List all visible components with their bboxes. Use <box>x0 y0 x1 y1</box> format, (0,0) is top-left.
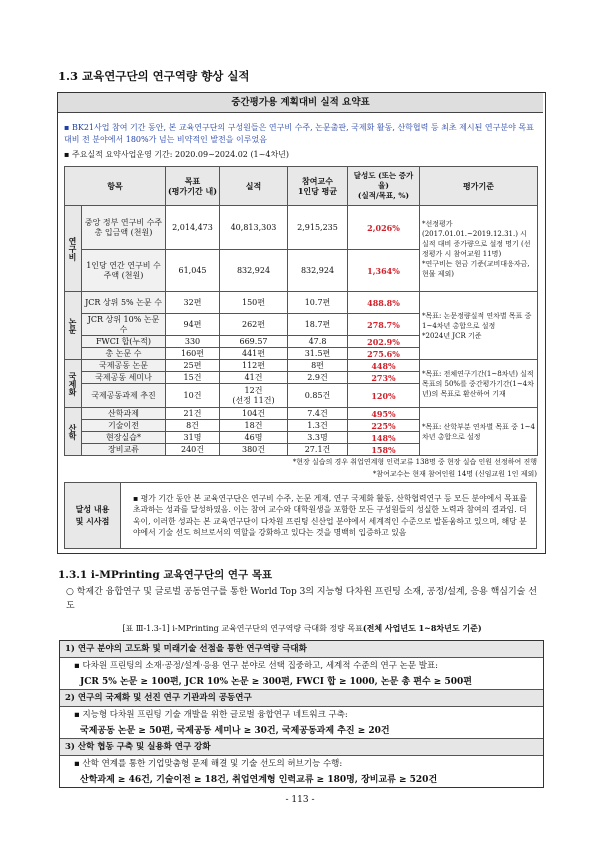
summary-title: 중간평가용 계획대비 실적 요약표 <box>58 93 543 113</box>
table-caption: [표 Ⅲ-1.3-1] i-MPrinting 교육연구단의 연구역량 극대화 정량 목표(전체 사업년도 1~8차년도 기준) <box>122 623 482 633</box>
goal-title-2: 2) 연구의 국제화 및 선진 연구 기관과의 공동연구 <box>60 690 543 707</box>
table-note-1: *현장 실습의 경우 취업연계형 인력교류 138명 중 현장 실습 인원 선정하여 진행 <box>292 458 537 466</box>
header-avg: 참여교수 1인당 평균 <box>288 167 348 206</box>
summary-bullet-2: ▪ 주요실적 요약사업운영 기간: 2020.09~2024.02 (1~4차년) <box>64 150 290 159</box>
table-row: 현장실습* 31명 46명 3.3명 148% <box>65 432 538 444</box>
table-row: 총 논문 수 160편 441편 31.5편 275.6% <box>65 348 538 360</box>
goal-metric-1: JCR 5% 논문 ≥ 100편, JCR 10% 논문 ≥ 300편, FWCI 합 ≥ 1000, 논문 총 편수 ≥ 500편 <box>60 675 543 690</box>
goal-text-1: ▪ 다차원 프린팅의 소재·공정/설계·응용 연구 분야로 선택 집중하고, 세계적 수준의 연구 논문 발표: <box>74 661 439 671</box>
page-number: - 113 - <box>285 795 315 805</box>
criteria-industry: *목표: 산학부분 연차별 목표 중 1~4차년 총합으로 설정 <box>420 408 538 456</box>
table-row: 연구비 중앙 정부 연구비 수주 총 입금액 (천원) 2,014,473 40,813,303 2,915,235 2,026% *선정평가(2017.01.01.~2019.12.31.) 시 실적 대비 증가량으로 설정 명기 (선정평가 시 참여교원 11명) *연구비는 현금 기준(교비대응자금, 현물 제외) <box>65 206 538 250</box>
goal-text-3: ▪ 산학 연계를 통한 기업맞춤형 문제 해결 및 기술 선도의 허브기능 수행: <box>74 759 343 769</box>
header-item: 항목 <box>65 167 166 206</box>
section-heading: 1.3 교육연구단의 연구역량 향상 실적 <box>58 69 250 83</box>
table-row: 국제공동과제 추진 10건 12건 (선정 11건) 0.85건 120% <box>65 384 538 408</box>
table-row: JCR 상위 10% 논문 수 94편 262편 18.7편 278.7% <box>65 314 538 336</box>
research-goal: ○ 학제간 융합연구 및 글로벌 공동연구를 통한 World Top 3의 지능형 다차원 프린팅 소재, 공정/설계, 응용 핵심기술 선도 <box>66 587 537 611</box>
subsection-title: 1.3.1 i-MPrinting 교육연구단의 연구 목표 <box>58 569 273 581</box>
goal-title-1: 1) 연구 분야의 고도화 및 미래기술 선점을 통한 연구역량 극대화 <box>60 641 543 658</box>
goal-metric-2: 국제공동 논문 ≥ 50편, 국제공동 세미나 ≥ 30건, 국제공동과제 추진 ≥ 20건 <box>60 724 543 739</box>
achievement-text: ▪ 평가 기간 동안 본 교육연구단은 연구비 수주, 논문 게재, 연구 국제화 활동, 산학협력연구 등 모든 분야에서 목표를 초과하는 성과를 달성하였음. 이는 참여 교수와 대학원생을 포함한 모든 구성원들의 성실한 노력과 참여의 결과임. 더욱이, 이러한 성과는 본 교육연구단이 다차원 프린팅 신산업 분야에서 세계적인 수준으로 발돋움하고 있으며, 해당 분야에서 기술 선도 허브로서의 역할을 강화하고 있다는 것을 명백히 입증하고 있음 <box>121 483 537 549</box>
table-row: 논문 JCR 상위 5% 논문 수 32편 150편 10.7편 488.8% *목표: 논문정량실적 연차별 목표 중 1~4차년 총합으로 설정 *2024년 JCR 기준 <box>65 292 538 314</box>
goal-metric-3: 산학과제 ≥ 46건, 기술이전 ≥ 18건, 취업연계형 인력교류 ≥ 180명, 장비교류 ≥ 520건 <box>80 775 438 785</box>
group-international: 국제화 <box>65 360 82 408</box>
header-rate: 달성도 (또는 증가율) (실적/목표, %) <box>348 167 420 206</box>
header-actual: 실적 <box>220 167 288 206</box>
table-row: 기술이전 8건 18건 1.3건 225% <box>65 420 538 432</box>
group-industry: 산학 <box>65 408 82 456</box>
table-header-row <box>65 167 538 206</box>
table-row: FWCI 합(누적) 330 669.57 47.8 202.9% <box>65 336 538 348</box>
table-row: 산학 산학과제 21건 104건 7.4건 495% *목표: 산학부분 연차별 목표 중 1~4차년 총합으로 설정 <box>65 408 538 420</box>
table-row: 1인당 연간 연구비 수주액 (천원) 61,045 832,924 832,924 1,364% <box>65 250 538 292</box>
goals-box <box>59 640 544 788</box>
criteria-research-fund: *선정평가(2017.01.01.~2019.12.31.) 시 실적 대비 증가량으로 설정 명기 (선정평가 시 참여교원 11명) *연구비는 현금 기준(교비대응자금, 현물 제외) <box>420 206 538 292</box>
header-target: 목표 (평가기간 내) <box>166 167 220 206</box>
header-criteria: 평가기준 <box>420 167 538 206</box>
group-papers: 논문 <box>65 292 82 360</box>
table-row: 국제화 국제공동 논문 25편 112편 8편 448% *목표: 전체연구기간(1~8차년) 실적목표의 50%를 중간평가기간(1~4차년)의 목표로 환산하여 기재 <box>65 360 538 372</box>
group-research-fund: 연구비 <box>65 206 82 292</box>
table-row: 장비교류 240건 380건 27.1건 158% <box>65 444 538 456</box>
achievement-label: 달성 내용 및 시사점 <box>65 483 121 549</box>
results-table <box>64 166 538 456</box>
goal-text-2: ▪ 지능형 다차원 프린팅 기술 개발을 위한 글로벌 융합연구 네트워크 구축: <box>74 710 348 720</box>
achievement-table <box>64 482 537 549</box>
table-row: 국제공동 세미나 15건 41건 2.9건 273% <box>65 372 538 384</box>
criteria-international: *목표: 전체연구기간(1~8차년) 실적목표의 50%를 중간평가기간(1~4차년)의 목표로 환산하여 기재 <box>420 360 538 408</box>
table-note-2: *참여교수는 현재 참여인원 14명 (신임교원 1인 제외) <box>372 470 537 478</box>
goal-title-3: 3) 산학 협동 구축 및 실용화 연구 강화 <box>60 739 543 756</box>
criteria-papers: *목표: 논문정량실적 연차별 목표 중 1~4차년 총합으로 설정 *2024년 JCR 기준 <box>420 292 538 360</box>
summary-bullet-1: ▪ BK21사업 참여 기간 동안, 본 교육연구단의 구성원들은 연구비 수주, 논문출판, 국제화 활동, 산학협력 등 최초 제시된 연구분야 목표대비 전 분야에서 180%가 넘는 비약적인 발전을 이루었음 <box>64 123 534 144</box>
